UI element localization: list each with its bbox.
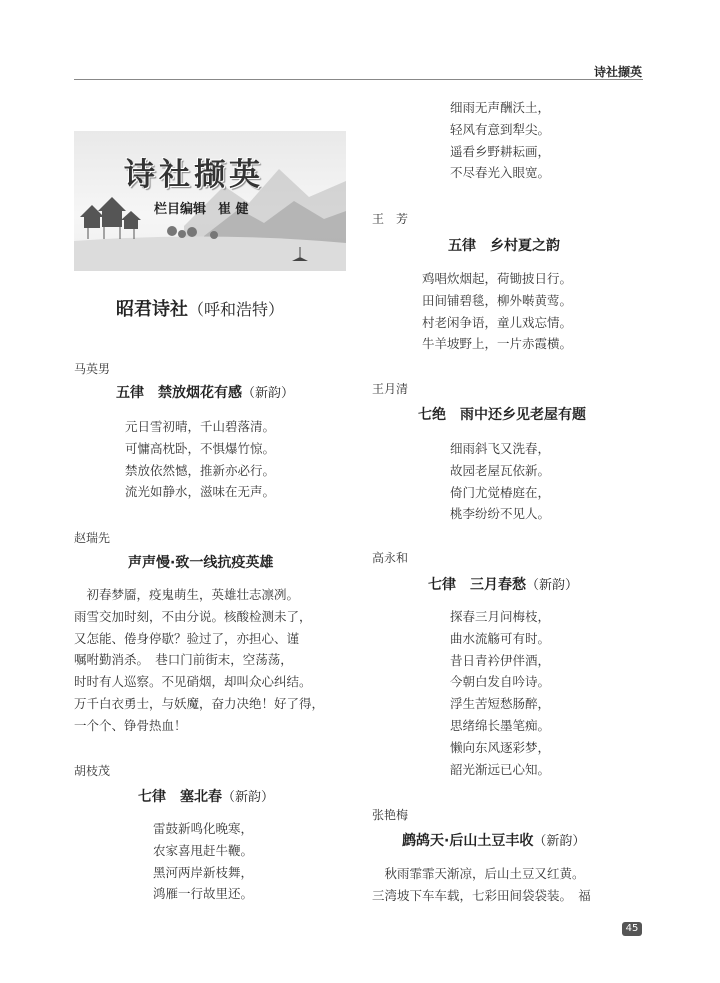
poem-line: 村老闲争语，童儿戏忘情。 (422, 314, 573, 330)
prose-line: 雨雪交加时刻，不由分说。核酸检测未了， (74, 608, 312, 624)
poem-body-continued (450, 97, 550, 184)
poem-line: 不尽春光入眼宽。 (450, 165, 551, 181)
prose-line: 一个个、铮骨热血！ (74, 717, 187, 733)
ci-body (74, 584, 346, 737)
poem-title (402, 830, 585, 850)
poem-line: 遥看乡野耕耘画， (450, 143, 551, 159)
poem-line: 轻风有意到犁尖。 (450, 121, 551, 137)
poem-line: 细雨斜飞又洗春， (450, 441, 551, 456)
poem-line: 倚门尤觉椿庭在， (450, 484, 551, 500)
editor-label: 栏目编辑 (154, 202, 207, 217)
poem-title (138, 786, 274, 806)
prose-line: 三湾坡下车车载，七彩田间袋袋装。 福 (372, 887, 591, 903)
poem-title-text: 七律 三月春愁 (428, 577, 526, 593)
poem-title-text: 五律 乡村夏之韵 (448, 238, 560, 254)
editor-name: 崔 健 (218, 202, 249, 217)
poem-title (418, 404, 586, 424)
poem-line: 懒向东风逐彩梦， (450, 739, 551, 755)
column-banner (74, 131, 346, 271)
poem-title (128, 552, 273, 572)
header-rule (74, 79, 643, 80)
poem-title (428, 574, 578, 594)
poem-line: 农家喜甩赶牛鞭。 (153, 842, 254, 858)
poem-line: 今朝白发自吟诗。 (450, 674, 551, 690)
club-location: （呼和浩特） (188, 300, 285, 319)
poem-line: 禁放依然憾，推新亦必行。 (125, 462, 276, 478)
poem-author: 马英男 (74, 362, 111, 376)
poem-author: 胡枝茂 (74, 764, 111, 778)
poem-line: 浮生苦短愁肠醉， (450, 696, 551, 712)
poem-line: 田间铺碧毯，柳外啭黄莺。 (422, 292, 573, 308)
poem-title-text: 七律 塞北春 (138, 789, 222, 805)
poem-body (125, 416, 275, 503)
poem-line: 雷鼓新鸣化晚寒， (153, 821, 254, 836)
poem-line: 可慵高枕卧，不惧爆竹惊。 (125, 440, 276, 456)
poem-tag: （新韵） (242, 386, 295, 401)
poem-author: 张艳梅 (372, 808, 409, 822)
club-title (116, 295, 284, 321)
poem-body (422, 268, 572, 355)
poem-title-text: 七绝 雨中还乡见老屋有题 (418, 407, 586, 423)
poem-line: 鸿雁一行故里还。 (153, 886, 254, 902)
poem-line: 元日雪初晴，千山碧落清。 (125, 419, 276, 434)
poem-line: 流光如静水，滋味在无声。 (125, 484, 276, 500)
poem-title-text: 五律 禁放烟花有感 (116, 385, 242, 401)
club-name: 昭君诗社 (116, 299, 188, 320)
poem-line: 细雨无声酬沃土， (450, 100, 551, 115)
poem-tag: （新韵） (526, 578, 579, 593)
poem-line: 黑河两岸新枝舞， (153, 864, 254, 880)
poem-title (448, 235, 560, 255)
poem-title (116, 382, 294, 402)
poem-title-text: 声声慢·致一线抗疫英雄 (128, 555, 274, 571)
poem-line: 曲水流觞可有时。 (450, 630, 551, 646)
poem-author: 赵瑞先 (74, 531, 111, 545)
poem-body (153, 818, 253, 905)
prose-line: 时时有人巡察。不见硝烟，却叫众心纠结。 (74, 674, 312, 690)
poem-author: 王 芳 (372, 212, 409, 226)
prose-line: 嘱咐勤消杀。 巷口门前街末，空荡荡， (74, 652, 293, 668)
page-number: 45 (622, 922, 642, 936)
poem-body (450, 438, 550, 525)
poem-author: 高永和 (372, 551, 409, 565)
prose-line: 初春梦靥，疫鬼萌生，英雄壮志凛冽。 (74, 587, 300, 602)
prose-line: 万千白衣勇士，与妖魔，奋力决绝！好了得， (74, 695, 325, 711)
poem-line: 鸡唱炊烟起，荷锄披日行。 (422, 271, 573, 286)
poem-body (450, 606, 550, 780)
poem-tag: （新韵） (222, 790, 275, 805)
poem-line: 桃李纷纷不见人。 (450, 506, 551, 522)
poem-line: 故园老屋瓦依新。 (450, 462, 551, 478)
poem-tag: （新韵） (533, 834, 586, 849)
poem-title-text: 鹧鸪天·后山土豆丰收 (402, 833, 534, 849)
poem-line: 昔日青衿伊伴酒， (450, 652, 551, 668)
section-label: 诗社撷英 (594, 65, 643, 79)
poem-line: 思绪绵长墨笔痴。 (450, 717, 551, 733)
banner-title: 诗社撷英 (124, 157, 264, 193)
poem-author: 王月清 (372, 382, 409, 396)
poem-line: 牛羊坡野上，一片赤霞横。 (422, 336, 573, 352)
poem-line: 韶光渐远已心知。 (450, 761, 551, 777)
poem-line: 探春三月问梅枝， (450, 609, 551, 624)
banner-editor (154, 198, 249, 217)
prose-line: 又怎能、倦身停歇？验过了，亦担心、谨 (74, 630, 300, 646)
ci-body (372, 863, 644, 907)
prose-line: 秋雨霏霏天渐凉，后山土豆又红黄。 (372, 866, 585, 881)
